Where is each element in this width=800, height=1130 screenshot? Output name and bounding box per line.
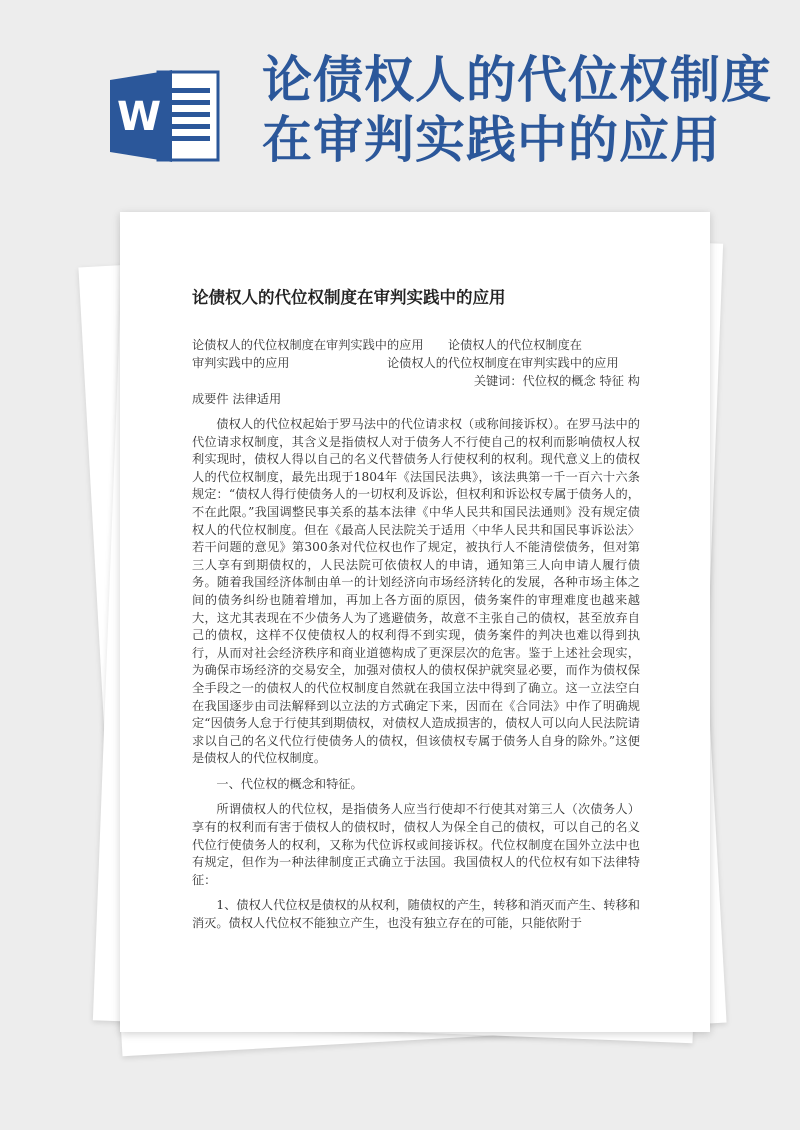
section-heading: 一、代位权的概念和特征。 — [216, 776, 363, 791]
keywords: 关键词：代位权的概念 特征 构 — [473, 374, 640, 388]
banner-title — [262, 50, 782, 170]
svg-text:W: W — [116, 94, 162, 140]
word-document-icon — [110, 70, 222, 162]
document-page — [120, 212, 710, 1032]
intro-line: 审判实践中的应用 论债权人的代位权制度在审判实践中的应用 — [192, 356, 619, 370]
document-title: 论债权人的代位权制度在审判实践中的应用 — [192, 288, 506, 307]
keywords-continued: 成要件 法律适用 — [192, 392, 282, 406]
body-paragraph: 债权人的代位权起始于罗马法中的代位请求权（或称间接诉权）。在罗马法中的代位请求权制度，其含义是指债权人对于债务人不行使自己的权利而影响债权人权利实现时，债权人得以自己的名义代替债务人行使权利的权利。现代意义上的债权人的代位权制度，最先出现于1804年《法国民法典》，该法典第一千一百六十六条规定：“债权人得行使债务人的一切权利及诉讼，但权利和诉讼权专属于债务人的，不在此限。”我国调整民事关系的基本法律《中华人民共和国民法通则》没有规定债权人的代位权制度。但在《最高人民法院关于适用〈中华人民共和国民事诉讼法〉若干问题的意见》第300条对代位权也作了规定，被执行人不能清偿债务，但对第三人享有到期债权的，人民法院可依债权人的申请，通知第三人向申请人履行债务。随着我国经济体制由单一的计划经济向市场经济转化的发展，各种市场主体之间的债务纠纷也随着增加，再加上各方面的原因，债务案件的审理难度也越来越大，这尤其表现在不少债务人为了逃避债务，故意不主张自己的债权，甚至放弃自己的债权，这样不仅使债权人的权利得不到实现，债务案件的判决也难以得到执行，从而对社会经济秩序和商业道德构成了更深层次的危害。鉴于上述社会现实，为确保市场经济的交易安全，加强对债权人的债权保护就突显必要，而作为债权保全手段之一的债权人的代位权制度自然就在我国立法中得到了确立。这一立法空白在我国逐步由司法解释到以立法的方式确定下来，因而在《合同法》中作了明确规定“因债务人怠于行使其到期债权，对债权人造成损害的，债权人可以向人民法院请求以自己的名义代位行使债务人的债权，但该债权专属于债务人自身的除外。”这便是债权人的代位权制度。 — [192, 417, 640, 766]
banner-title-line1: 论债权人的代位权制度 — [262, 51, 772, 109]
document-intro — [192, 336, 640, 408]
body-paragraph: 1、债权人代位权是债权的从权利，随债权的产生，转移和消灭而产生、转移和消灭。债权人代位权不能独立产生，也没有独立存在的可能，只能依附于 — [192, 898, 640, 931]
banner-title-line2: 在审判实践中的应用 — [262, 111, 721, 169]
body-paragraph: 所谓债权人的代位权，是指债务人应当行使却不行使其对第三人（次债务人）享有的权利而有害于债权人的债权时，债权人为保全自己的债权，可以自己的名义代位行使债务人的权利，又称为代位诉权或间接诉权。代位权制度在国外立法中也有规定，但作为一种法律制度正式确立于法国。我国债权人的代位权有如下法律特征： — [192, 802, 640, 887]
intro-line: 论债权人的代位权制度在审判实践中的应用 论债权人的代位权制度在 — [192, 338, 582, 352]
document-body — [192, 284, 640, 933]
